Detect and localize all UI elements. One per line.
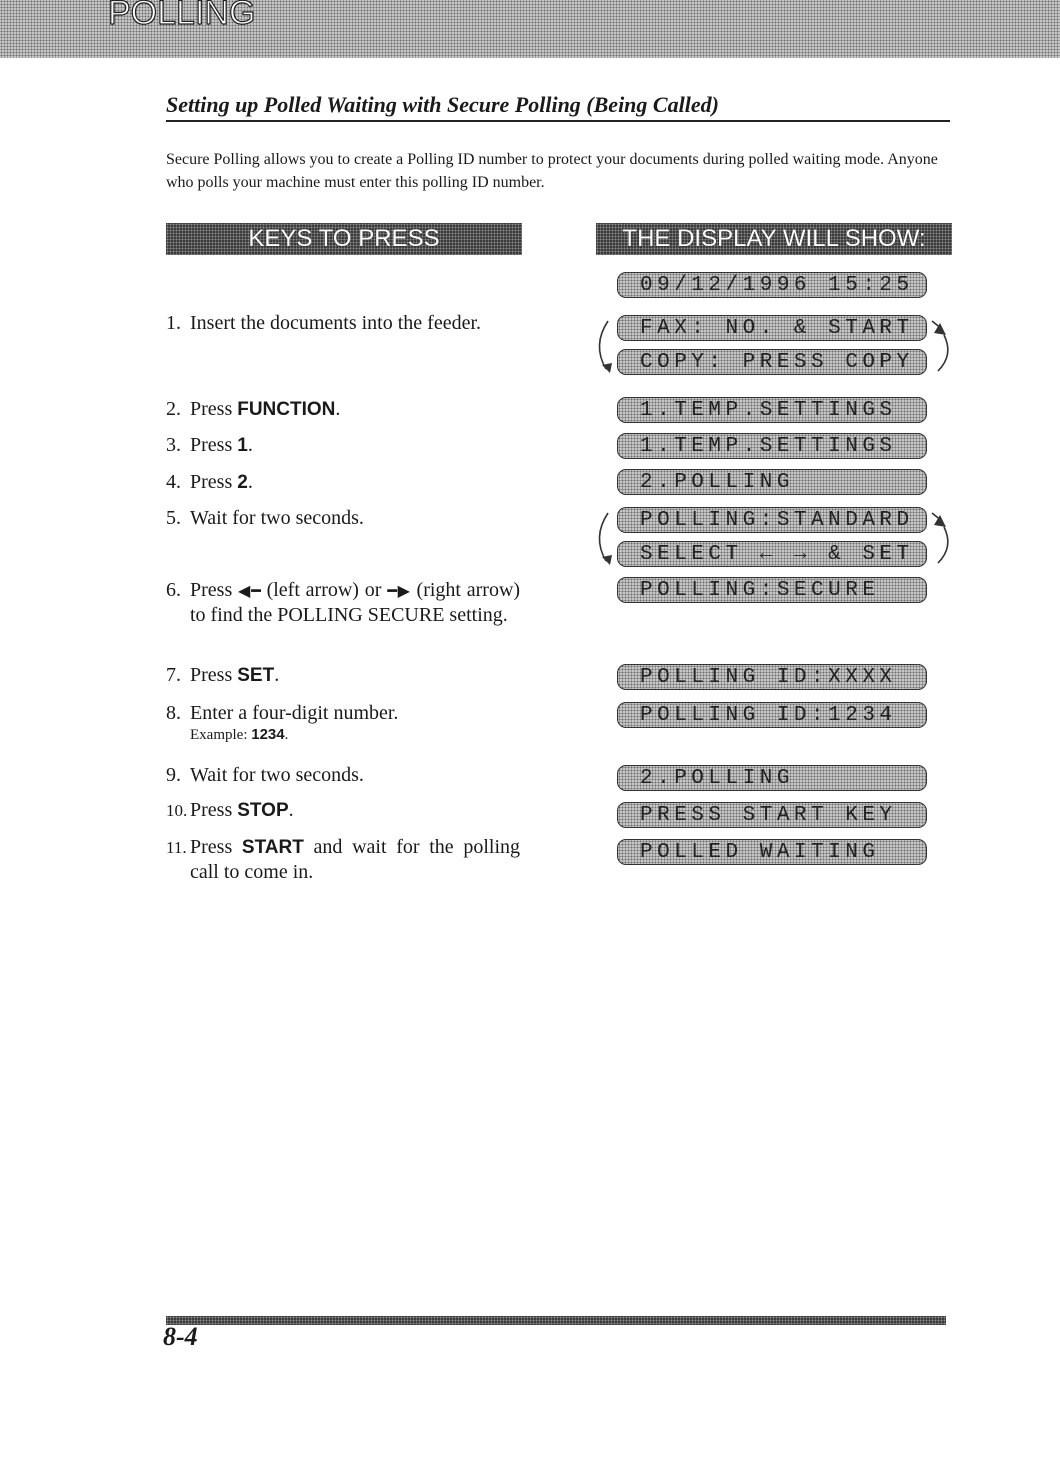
lcd-display: 09/12/1996 15:25 <box>617 272 927 298</box>
step-number: 7. <box>166 664 181 686</box>
step-text: Enter a four-digit number. <box>190 702 399 724</box>
right-arrow-icon: ━▶ <box>387 581 411 600</box>
key-set: SET <box>237 665 275 686</box>
step-number: 8. <box>166 702 181 724</box>
step-number: 4. <box>166 471 181 493</box>
step-text: (right arrow) to find the POLLING SECURE setting. <box>190 579 521 626</box>
step-text: . <box>335 398 341 420</box>
step-text: . <box>274 664 280 686</box>
lcd-display: POLLED WAITING <box>617 839 927 865</box>
keys-to-press-header: KEYS TO PRESS <box>166 223 522 255</box>
step-text: Press <box>190 836 242 858</box>
lcd-display: PRESS START KEY <box>617 802 927 828</box>
step-text: Wait for two seconds. <box>190 764 364 786</box>
cycle-arrows-icon <box>588 315 956 377</box>
step-text: (left arrow) or <box>266 579 382 601</box>
step-text: Wait for two seconds. <box>190 507 364 529</box>
cycle-arrows-icon <box>588 507 956 569</box>
step-number: 11. <box>166 838 187 857</box>
step-number: 10. <box>166 801 188 820</box>
key-function: FUNCTION <box>237 399 336 420</box>
step-1 <box>166 311 522 336</box>
step-text: Insert the documents into the feeder. <box>190 312 482 334</box>
step-number: 2. <box>166 398 181 420</box>
step-text: and wait for the polling call to come in. <box>190 836 521 883</box>
lcd-display: COPY: PRESS COPY <box>617 349 927 375</box>
step-text: . <box>247 434 253 456</box>
lcd-display: POLLING ID:1234 <box>617 702 927 728</box>
lcd-display: 1.TEMP.SETTINGS <box>617 433 927 459</box>
footer-rule <box>166 1316 946 1325</box>
lcd-display: POLLING ID:XXXX <box>617 664 927 690</box>
step-3 <box>166 433 522 458</box>
page-number: 8-4 <box>163 1322 198 1351</box>
lcd-display: 2.POLLING <box>617 765 927 791</box>
step-11 <box>166 835 522 885</box>
step-text: . <box>247 471 253 493</box>
step-9 <box>166 763 522 788</box>
key-start: START <box>241 837 304 858</box>
lcd-display: FAX: NO. & START <box>617 315 927 341</box>
note-text: . <box>284 727 289 743</box>
step-number: 1. <box>166 312 181 334</box>
step-number: 6. <box>166 579 181 601</box>
step-number: 3. <box>166 434 181 456</box>
step-text: Press <box>190 664 238 686</box>
step-6 <box>166 578 522 628</box>
section-tab: POLLING <box>108 0 256 32</box>
page-heading: Setting up Polled Waiting with Secure Polling (Being Called) <box>166 92 950 122</box>
step-8 <box>166 701 522 744</box>
step-text: Press <box>190 799 238 821</box>
step-text: Press <box>190 579 233 601</box>
step-text: Press <box>190 434 238 456</box>
step-5 <box>166 506 522 531</box>
example-note <box>190 726 520 744</box>
step-10 <box>166 798 522 823</box>
lcd-display: POLLING:STANDARD <box>617 507 927 533</box>
example-value: 1234 <box>251 726 285 743</box>
key-1: 1 <box>237 435 248 456</box>
step-4 <box>166 470 522 495</box>
step-text: Press <box>190 398 238 420</box>
key-2: 2 <box>237 472 248 493</box>
lcd-display: 2.POLLING <box>617 469 927 495</box>
step-text: Press <box>190 471 238 493</box>
step-text: . <box>288 799 294 821</box>
display-will-show-header: THE DISPLAY WILL SHOW: <box>596 223 952 255</box>
left-arrow-icon: ◀━ <box>238 581 261 600</box>
lcd-display: POLLING:SECURE <box>617 577 927 603</box>
lcd-display: SELECT ← → & SET <box>617 541 927 567</box>
note-text: Example: <box>190 727 252 743</box>
step-7 <box>166 663 522 688</box>
intro-paragraph: Secure Polling allows you to create a Polling ID number to protect your documents during polled waiting mode. Anyone who polls your machine must enter this polling ID number. <box>166 151 938 191</box>
step-number: 5. <box>166 507 181 529</box>
lcd-display: 1.TEMP.SETTINGS <box>617 397 927 423</box>
step-2 <box>166 397 522 422</box>
key-stop: STOP <box>237 800 289 821</box>
step-number: 9. <box>166 764 181 786</box>
